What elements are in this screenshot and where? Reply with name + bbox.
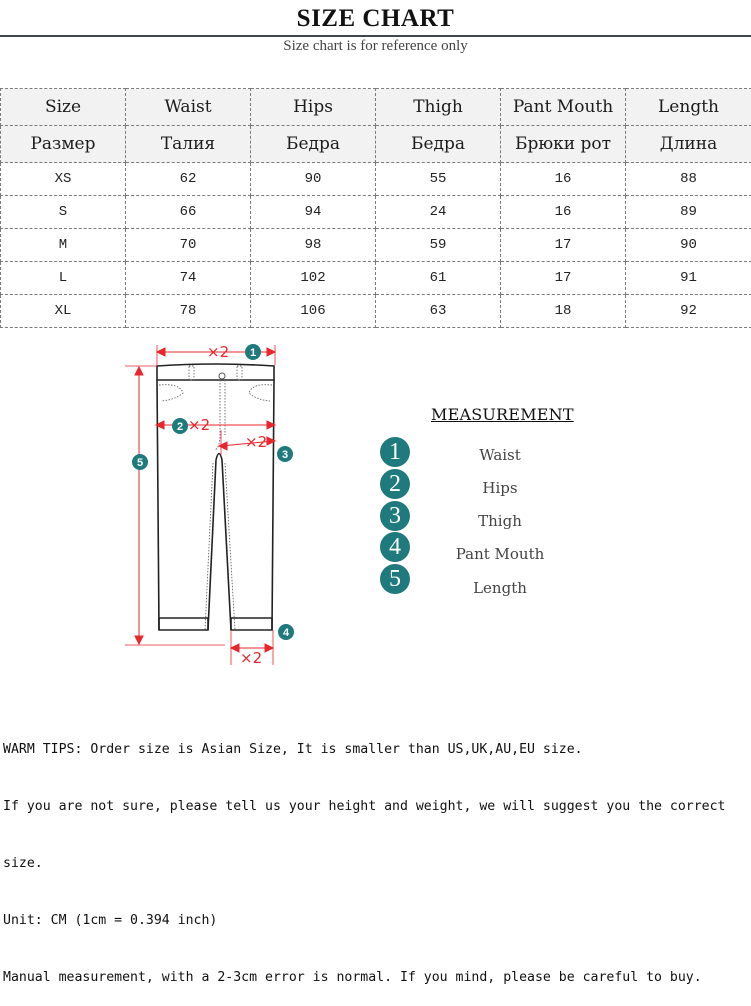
- tip-line: Manual measurement, with a 2-3cm error is normal. If you mind, please be careful to buy.: [3, 968, 748, 987]
- legend-item-hips: [380, 469, 620, 499]
- table-row: [1, 262, 751, 295]
- table-cell: 61: [376, 262, 501, 295]
- column-header: Размер: [1, 126, 126, 163]
- table-cell: XS: [1, 163, 126, 196]
- table-row: [1, 163, 751, 196]
- measurement-lines: [125, 345, 275, 665]
- svg-text:2: 2: [177, 421, 183, 433]
- table-cell: 102: [251, 262, 376, 295]
- table-cell: L: [1, 262, 126, 295]
- column-header: Длина: [626, 126, 751, 163]
- header-row-russian: [1, 126, 751, 163]
- legend-label: Pant Mouth: [440, 545, 560, 563]
- table-cell: 16: [501, 163, 626, 196]
- table-cell: 74: [126, 262, 251, 295]
- svg-text:×2: ×2: [207, 343, 229, 361]
- legend-item-pant-mouth: [380, 532, 620, 562]
- tip-line: Unit: CM (1cm = 0.394 inch): [3, 911, 748, 930]
- column-header: Thigh: [376, 89, 501, 126]
- number-1-badge-icon: 1: [380, 437, 410, 467]
- svg-text:1: 1: [250, 347, 256, 359]
- table-row: [1, 295, 751, 328]
- button-icon: [219, 373, 225, 379]
- svg-text:3: 3: [282, 449, 288, 461]
- legend-label: Thigh: [440, 512, 560, 530]
- column-header: Бедра: [251, 126, 376, 163]
- number-2-badge-icon: 2: [380, 469, 410, 499]
- svg-text:5: 5: [137, 457, 143, 469]
- legend-label: Length: [440, 579, 560, 597]
- column-header: Pant Mouth: [501, 89, 626, 126]
- table-cell: 63: [376, 295, 501, 328]
- table-cell: XL: [1, 295, 126, 328]
- legend-label: Hips: [440, 479, 560, 497]
- table-cell: 62: [126, 163, 251, 196]
- legend-item-waist: [380, 437, 620, 467]
- table-cell: 98: [251, 229, 376, 262]
- tip-line: size.: [3, 854, 748, 873]
- svg-text:×2: ×2: [188, 416, 210, 434]
- table-cell: 89: [626, 196, 751, 229]
- measurement-legend-title: MEASUREMENT: [431, 405, 574, 424]
- table-cell: 92: [626, 295, 751, 328]
- table-cell: 90: [626, 229, 751, 262]
- header-row-english: [1, 89, 751, 126]
- table-cell: 66: [126, 196, 251, 229]
- column-header: Талия: [126, 126, 251, 163]
- number-4-badge-icon: 4: [380, 532, 410, 562]
- table-row: [1, 229, 751, 262]
- number-3-badge-icon: 3: [380, 501, 410, 531]
- column-header: Length: [626, 89, 751, 126]
- table-cell: 18: [501, 295, 626, 328]
- column-header: Брюки рот: [501, 126, 626, 163]
- legend-label: Waist: [440, 446, 560, 464]
- table-cell: 16: [501, 196, 626, 229]
- legend-item-thigh: [380, 501, 620, 531]
- table-cell: 17: [501, 262, 626, 295]
- column-header: Size: [1, 89, 126, 126]
- table-cell: 88: [626, 163, 751, 196]
- column-header: Waist: [126, 89, 251, 126]
- number-5-badge-icon: 5: [380, 564, 410, 594]
- table-cell: 70: [126, 229, 251, 262]
- pants-outline-icon: [157, 364, 274, 630]
- page-title: SIZE CHART: [0, 5, 751, 33]
- table-cell: 78: [126, 295, 251, 328]
- legend-item-length: [380, 564, 620, 594]
- tip-line: If you are not sure, please tell us your height and weight, we will suggest you the correct: [3, 797, 748, 816]
- svg-text:4: 4: [283, 627, 290, 639]
- table-cell: 55: [376, 163, 501, 196]
- table-row: [1, 196, 751, 229]
- table-cell: 94: [251, 196, 376, 229]
- page-subtitle: Size chart is for reference only: [0, 38, 751, 55]
- table-cell: S: [1, 196, 126, 229]
- column-header: Hips: [251, 89, 376, 126]
- table-cell: 24: [376, 196, 501, 229]
- table-cell: 59: [376, 229, 501, 262]
- table-cell: 91: [626, 262, 751, 295]
- title-divider: [0, 35, 751, 37]
- table-cell: 106: [251, 295, 376, 328]
- warm-tips: [3, 702, 748, 1006]
- size-table: [0, 88, 751, 328]
- pants-measurement-diagram: [125, 335, 315, 675]
- table-cell: 90: [251, 163, 376, 196]
- svg-text:×2: ×2: [240, 649, 262, 667]
- table-cell: M: [1, 229, 126, 262]
- svg-text:×2: ×2: [245, 433, 267, 451]
- tip-line: WARM TIPS: Order size is Asian Size, It is smaller than US,UK,AU,EU size.: [3, 740, 748, 759]
- column-header: Бедра: [376, 126, 501, 163]
- table-cell: 17: [501, 229, 626, 262]
